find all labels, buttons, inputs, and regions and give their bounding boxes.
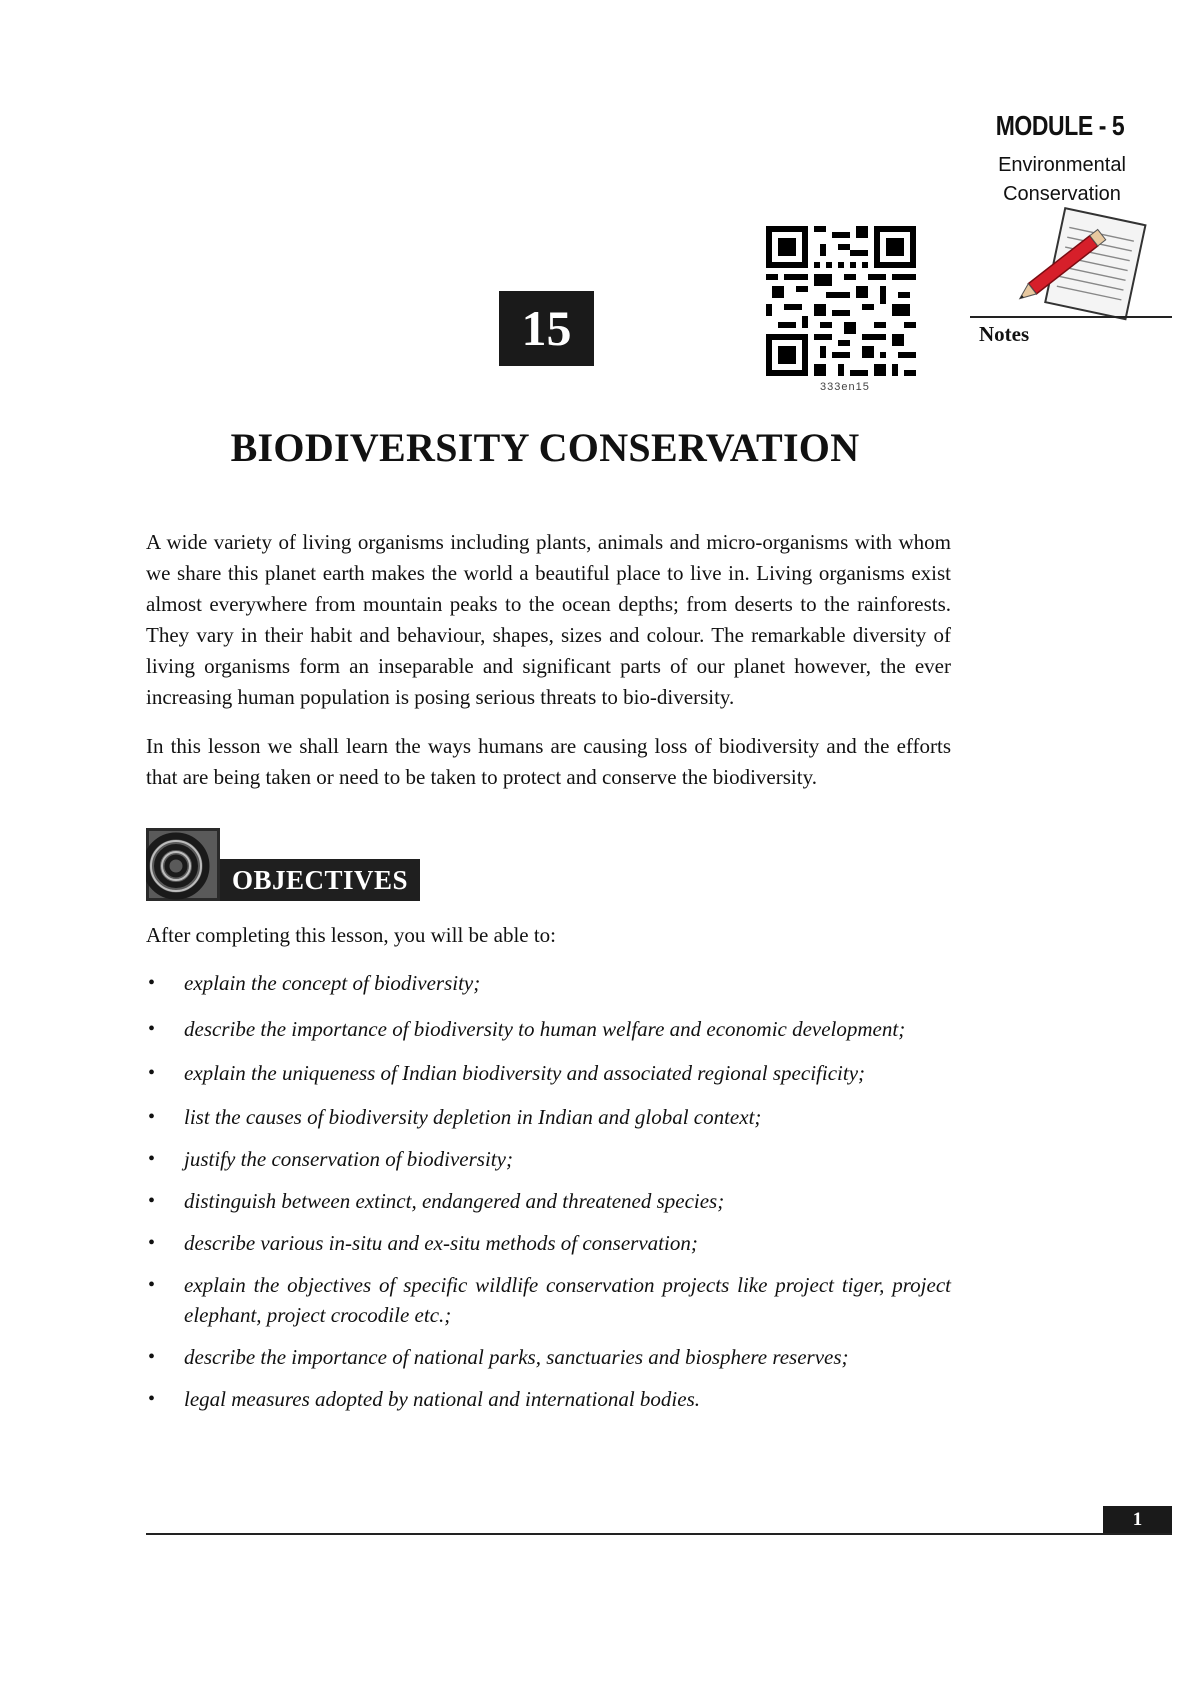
footer-divider — [146, 1533, 1172, 1535]
bullet-icon: • — [148, 1346, 156, 1368]
objective-item — [146, 968, 951, 998]
module-subtitle — [990, 151, 1134, 209]
qr-code-icon — [766, 226, 916, 376]
objectives-lead: After completing this lesson, you will be able to: — [146, 923, 557, 947]
target-icon — [146, 828, 220, 901]
bullet-icon: • — [148, 972, 156, 994]
objective-item — [146, 1144, 951, 1174]
objective-text: describe the importance of biodiversity to human welfare and economic development; — [184, 1017, 906, 1041]
objective-item — [146, 1014, 951, 1044]
objective-text: explain the objectives of specific wildlife conservation projects like project tiger, project elephant, project crocodile etc.; — [184, 1273, 951, 1327]
intro-paragraph-2: In this lesson we shall learn the ways humans are causing loss of biodiversity and the efforts that are being taken or need to be taken to protect and conserve the biodiversity. — [146, 734, 951, 789]
module-title: MODULE - 5 — [995, 110, 1125, 141]
objective-text: explain the uniqueness of Indian biodiversity and associated regional specificity; — [184, 1061, 866, 1085]
notes-label: Notes — [979, 322, 1030, 346]
chapter-title: BIODIVERSITY CONSERVATION — [230, 425, 860, 470]
bullet-icon: • — [148, 1274, 156, 1296]
objectives-heading: OBJECTIVES — [220, 859, 420, 901]
objective-text: describe the importance of national parks, sanctuaries and biosphere reserves; — [184, 1345, 849, 1369]
bullet-icon: • — [148, 1018, 156, 1040]
objective-item — [146, 1186, 951, 1216]
objective-text: list the causes of biodiversity depletion in Indian and global context; — [184, 1105, 762, 1129]
objective-text: justify the conservation of biodiversity; — [184, 1147, 513, 1171]
objective-text: distinguish between extinct, endangered and threatened species; — [184, 1189, 725, 1213]
notepad-pencil-icon — [1002, 205, 1162, 325]
objective-item — [146, 1228, 951, 1258]
qr-code-label: 333en15 — [820, 381, 870, 393]
objective-text: explain the concept of biodiversity; — [184, 971, 481, 995]
module-subtitle-line-2: Conservation — [1003, 183, 1121, 205]
bullet-icon: • — [148, 1148, 156, 1170]
objective-item — [146, 1270, 951, 1330]
objective-item — [146, 1102, 951, 1132]
objective-text: legal measures adopted by national and international bodies. — [184, 1387, 701, 1411]
objective-item — [146, 1058, 951, 1088]
module-subtitle-line-1: Environmental — [998, 154, 1126, 176]
objective-item — [146, 1384, 951, 1414]
chapter-number-box: 15 — [499, 291, 594, 366]
bullet-icon: • — [148, 1190, 156, 1212]
objective-item — [146, 1342, 951, 1372]
bullet-icon: • — [148, 1232, 156, 1254]
intro-paragraph-1: A wide variety of living organisms including plants, animals and micro-organisms with whom we share this planet earth makes the world a beautiful place to live in. Living organisms exist almost everywhere from mountain peaks to the ocean depths; from deserts to the rainforests. They vary in their habit and behaviour, shapes, sizes and colour. The remarkable diversity of living organisms form an inseparable and significant parts of our planet however, the ever increasing human population is posing serious threats to bio-diversity. — [146, 530, 951, 709]
objective-text: describe various in-situ and ex-situ methods of conservation; — [184, 1231, 698, 1255]
page-number: 1 — [1103, 1506, 1172, 1533]
objectives-list — [146, 968, 951, 1426]
bullet-icon: • — [148, 1106, 156, 1128]
bullet-icon: • — [148, 1388, 156, 1410]
notes-divider — [970, 316, 1172, 318]
bullet-icon: • — [148, 1062, 156, 1084]
